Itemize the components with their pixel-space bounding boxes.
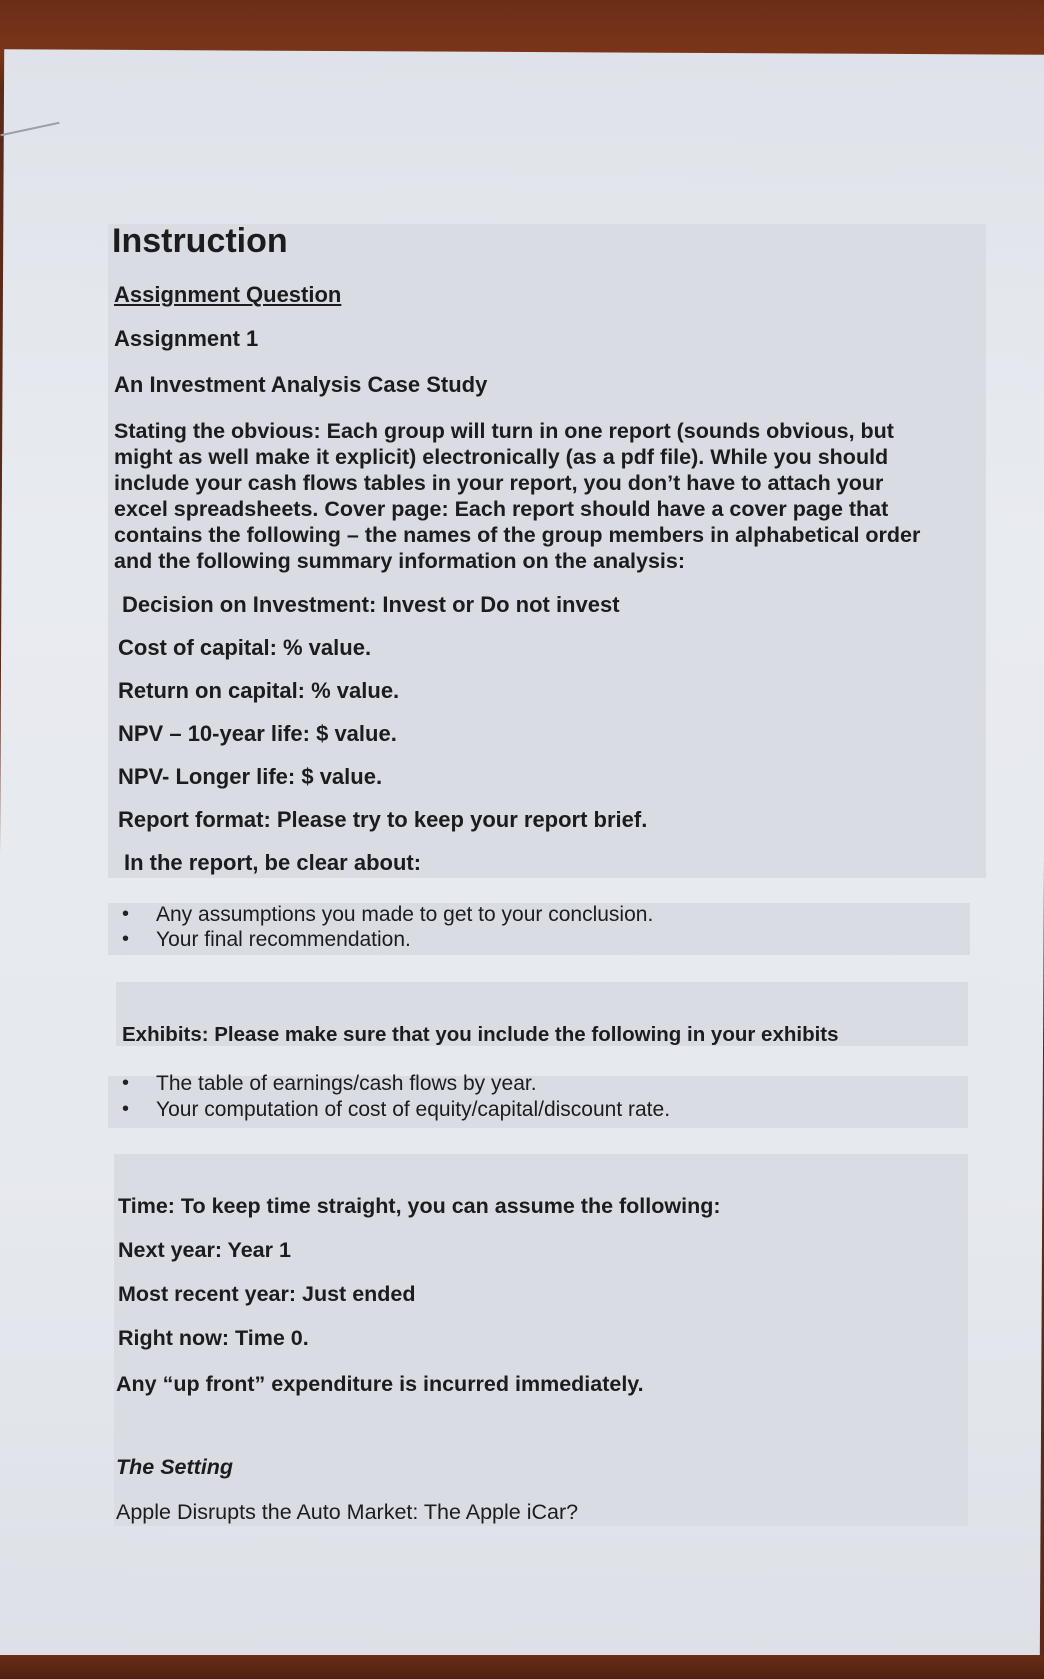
assignment-question-heading: Assignment Question [114, 282, 342, 307]
summary-npv-longer-life: NPV- Longer life: $ value. [118, 764, 383, 789]
exhibits-heading: Exhibits: Please make sure that you include the following in your exhibits [122, 1023, 839, 1046]
assignment-number: Assignment 1 [114, 326, 259, 351]
intro-line: Stating the obvious: Each group will turn in one report (sounds obvious, but [114, 419, 894, 443]
intro-line: excel spreadsheets. Cover page: Each report should have a cover page that [114, 497, 889, 521]
exhibit-bullet-item: The table of earnings/cash flows by year. [156, 1072, 537, 1095]
bullet-icon: • [122, 1072, 130, 1094]
bullet-icon: • [122, 1098, 130, 1120]
report-clear-about: In the report, be clear about: [124, 850, 422, 875]
intro-line: and the following summary information on the analysis: [114, 549, 686, 573]
document-heading: Instruction [112, 222, 288, 260]
report-format: Report format: Please try to keep your report brief. [118, 807, 648, 832]
time-heading: Time: To keep time straight, you can assume the following: [118, 1194, 721, 1218]
intro-line: include your cash flows tables in your report, you don’t have to attach your [114, 471, 884, 495]
time-next-year: Next year: Year 1 [118, 1238, 291, 1262]
time-right-now: Right now: Time 0. [118, 1326, 309, 1350]
summary-return-on-capital: Return on capital: % value. [118, 678, 400, 703]
summary-npv-10-year: NPV – 10-year life: $ value. [118, 721, 397, 746]
bullet-icon: • [122, 928, 130, 950]
bullet-icon: • [122, 903, 130, 925]
summary-decision: Decision on Investment: Invest or Do not invest [122, 592, 620, 617]
summary-cost-of-capital: Cost of capital: % value. [118, 635, 372, 660]
intro-line: might as well make it explicit) electronically (as a pdf file). While you should [114, 445, 889, 469]
intro-line: contains the following – the names of the group members in alphabetical order [114, 523, 921, 547]
time-most-recent-year: Most recent year: Just ended [118, 1282, 416, 1306]
setting-text: Apple Disrupts the Auto Market: The Apple iCar? [116, 1500, 579, 1524]
time-up-front: Any “up front” expenditure is incurred immediately. [116, 1372, 644, 1396]
setting-heading: The Setting [116, 1455, 234, 1479]
exhibit-bullet-item: Your computation of cost of equity/capital/discount rate. [156, 1098, 671, 1121]
report-bullet-item: Any assumptions you made to get to your conclusion. [156, 903, 654, 926]
case-study-title: An Investment Analysis Case Study [114, 372, 488, 397]
report-bullet-item: Your final recommendation. [156, 928, 411, 951]
